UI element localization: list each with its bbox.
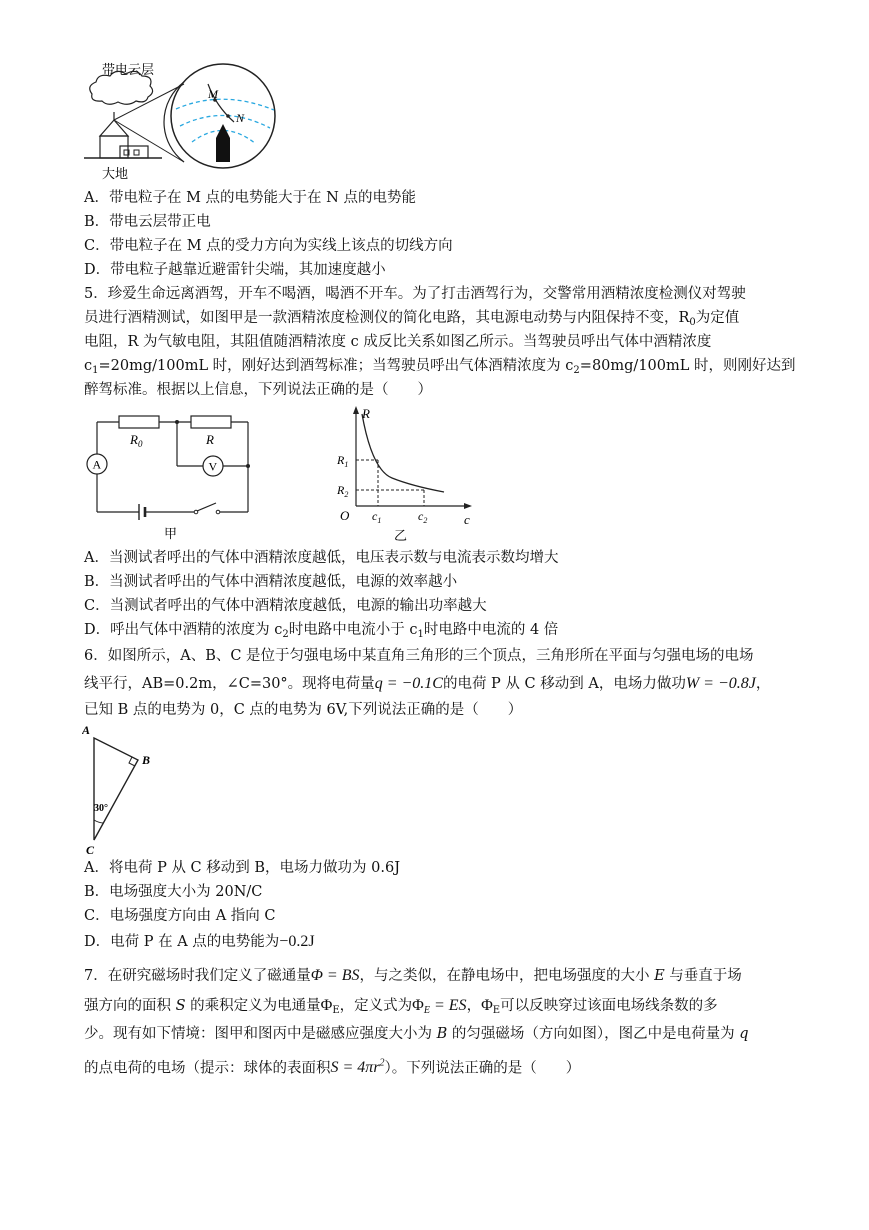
q5-stem-line2: 员进行酒精测试，如图甲是一款酒精浓度检测仪的简化电路，其电源电动势与内阻保持不变，$R_0$为定值 bbox=[84, 310, 740, 328]
switch bbox=[197, 503, 216, 511]
q7-stem-line2: 强方向的面积 S 的乘积定义为电通量$\Phi_E$，定义式为$\Phi_E$ = ES，$\Phi_E$可以反映穿过该面电场线条数的多 bbox=[84, 997, 718, 1016]
voltmeter-label: V bbox=[208, 459, 218, 474]
q5-option-a: A．当测试者呼出的气体中酒精浓度越低，电压表示数与电流表示数均增大 bbox=[84, 550, 559, 566]
x-axis-label: c bbox=[464, 512, 470, 527]
vertex-b-label: B bbox=[142, 753, 151, 767]
q5-stem-line1: 5．珍爱生命远离酒驾，开车不喝酒，喝酒不开车。为了打击酒驾行为，交警常用酒精浓度检测仪对驾驶 bbox=[84, 286, 746, 302]
triangle-figure bbox=[82, 722, 162, 858]
vertex-a-label: A bbox=[82, 723, 91, 737]
q5-stem-line3: 电阻，R 为气敏电阻，其阻值随酒精浓度 c 成反比关系如图乙所示。当驾驶员呼出气体中酒精浓度 bbox=[84, 334, 712, 350]
lightning-rod-figure bbox=[84, 54, 284, 184]
q6-option-b: B．电场强度大小为 20N/C bbox=[84, 884, 263, 900]
electric-flux-formula: $\Phi_E$ = ES bbox=[412, 997, 467, 1016]
graph-caption: 乙 bbox=[394, 528, 408, 543]
q6-stem-line2: 线平行，AB=0.2m，∠C=30°。现将电荷量q = −0.1C的电荷 P 从 C 移动到 A，电场力做功W = −0.8J， bbox=[84, 675, 771, 692]
q4-option-c: C．带电粒子在 M 点的受力方向为实线上该点的切线方向 bbox=[84, 238, 453, 254]
r0-label: $R_0$ bbox=[130, 432, 143, 449]
q5-option-d: D．呼出气体中酒精的浓度为 $c_2$时电路中电流小于 $c_1$时电路中电流的 4 倍 bbox=[84, 622, 559, 640]
q6-option-d: D．电荷 P 在 A 点的电势能为−0.2J bbox=[84, 933, 315, 950]
triangle-abc bbox=[94, 738, 138, 840]
q5-stem-line5: 醉驾标准。根据以上信息，下列说法正确的是（ ） bbox=[84, 382, 432, 398]
ammeter-label: A bbox=[92, 457, 102, 472]
c1-label: $c_1$ bbox=[372, 509, 382, 525]
q6-stem-line3: 已知 B 点的电势为 0，C 点的电势为 6V,下列说法正确的是（ ） bbox=[84, 702, 523, 718]
r1-label: $R_1$ bbox=[337, 453, 349, 469]
q5-option-b: B．当测试者呼出的气体中酒精浓度越低，电源的效率越小 bbox=[84, 574, 458, 590]
c2-label: $c_2$ bbox=[418, 509, 428, 525]
resistor-r bbox=[191, 416, 231, 428]
q7-stem-line3: 少。现有如下情境：图甲和图丙中是磁感应强度大小为 B 的匀强磁场（方向如图），图乙中是电荷量为 q bbox=[84, 1026, 749, 1042]
point-m-label: M bbox=[208, 87, 218, 101]
q7-stem-line1: 7．在研究磁场时我们定义了磁通量Φ = BS，与之类似，在静电场中，把电场强度的大小 E 与垂直于场 bbox=[84, 967, 742, 984]
sphere-area-formula: $S = 4\pi r^2$ bbox=[330, 1058, 385, 1077]
circuit-caption: 甲 bbox=[164, 526, 178, 540]
q6-option-a: A．将电荷 P 从 C 移动到 B，电场力做功为 0.6J bbox=[84, 860, 401, 876]
q4-option-b: B．带电云层带正电 bbox=[84, 214, 211, 230]
angle-label: 30° bbox=[94, 803, 108, 814]
q4-option-a: A．带电粒子在 M 点的电势能大于在 N 点的电势能 bbox=[84, 190, 416, 206]
r2-label: $R_2$ bbox=[337, 483, 349, 499]
r-c-curve bbox=[362, 414, 444, 492]
origin-label: O bbox=[340, 508, 350, 523]
q5-option-c: C．当测试者呼出的气体中酒精浓度越低，电源的输出功率越大 bbox=[84, 598, 487, 614]
charge-formula: q = −0.1C bbox=[374, 675, 443, 692]
magnetic-flux-formula: Φ = BS bbox=[310, 967, 360, 984]
work-formula: W = −0.8J bbox=[685, 675, 756, 692]
resistance-graph bbox=[332, 404, 482, 546]
lightning-rod bbox=[216, 124, 230, 162]
q5-stem-line4: $c_1=20mg/100mL$ 时，刚好达到酒驾标准；当驾驶员呼出气体酒精浓度为 $c_2=80mg/100mL$ 时，则刚好达到 bbox=[84, 358, 796, 376]
point-n-label: N bbox=[236, 111, 245, 125]
circuit-figure bbox=[84, 408, 264, 540]
cloud-label: 带电云层 bbox=[102, 62, 155, 77]
r-label: R bbox=[206, 432, 214, 447]
q4-option-d: D．带电粒子越靠近避雷针尖端，其加速度越小 bbox=[84, 262, 386, 278]
resistor-r0 bbox=[119, 416, 159, 428]
house-roof bbox=[100, 120, 128, 136]
y-axis-label: R bbox=[362, 406, 370, 421]
q6-option-c: C．电场强度方向由 A 指向 C bbox=[84, 908, 276, 924]
q6-stem-line1: 6．如图所示，A、B、C 是位于匀强电场中某直角三角形的三个顶点，三角形所在平面与匀强电场的电场 bbox=[84, 648, 754, 664]
ground-label: 大地 bbox=[102, 166, 129, 181]
q7-stem-line4: 的点电荷的电场（提示：球体的表面积$S = 4\pi r^2$）。下列说法正确的是（ ） bbox=[84, 1058, 581, 1077]
vertex-c-label: C bbox=[86, 843, 95, 857]
